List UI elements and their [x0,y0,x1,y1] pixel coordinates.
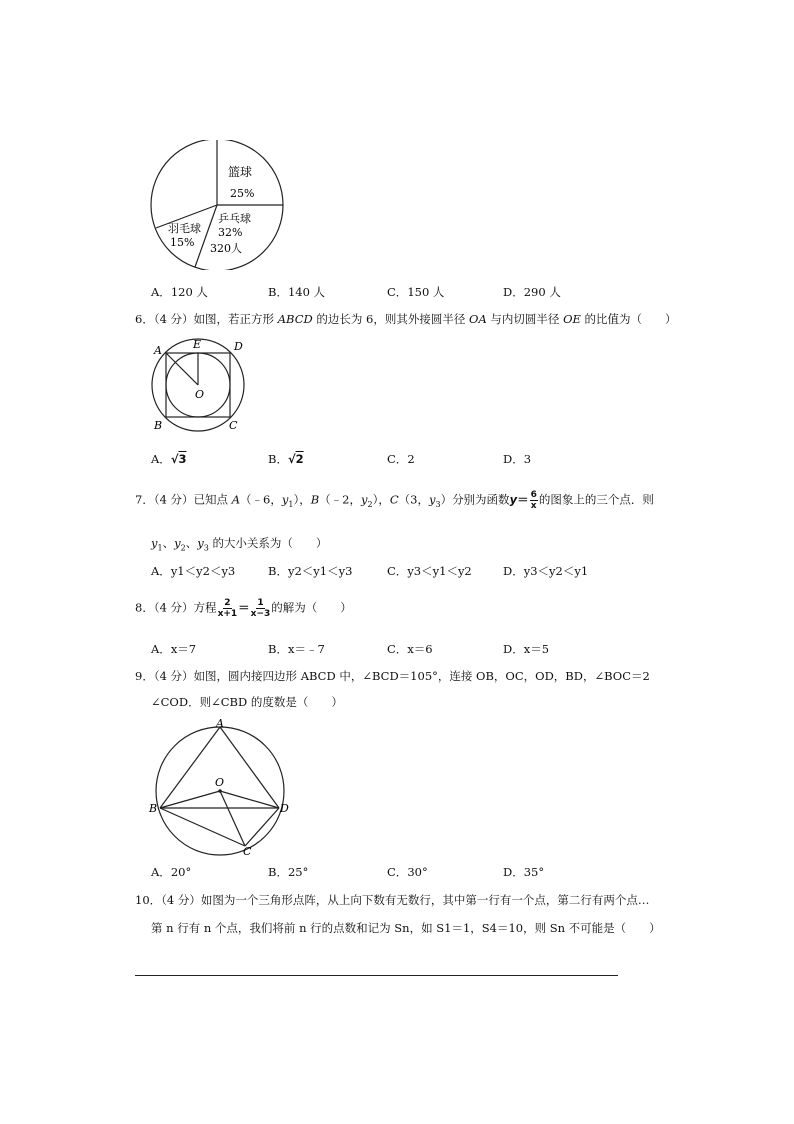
q8-left-fraction: $\frac{2}{x+1}$ [217,598,238,619]
pie-pct-basketball: 25% [230,187,255,200]
q8-option-c[interactable]: C．x＝6 [387,642,433,656]
q9-option-d[interactable]: D．35° [503,865,545,879]
q5-option-c[interactable]: C．150 人 [387,285,445,299]
label-b: B [149,802,158,815]
label-o: O [195,388,205,401]
pie-pct-pingpong: 32% [218,226,243,239]
label-c: C [229,419,238,432]
q9-option-c[interactable]: C．30° [387,865,428,879]
pie-label-basketball: 篮球 [228,165,253,179]
q8-stem: 8．（4 分）方程 $\frac{2}{x+1}$ ＝ $\frac{1}{x-3}$ 的解为（ ） [135,598,352,619]
q9-stem-line2: ∠COD．则∠CBD 的度数是（ ） [151,695,343,709]
q6-option-c[interactable]: C．2 [387,452,415,466]
q9-option-b[interactable]: B．25° [268,865,309,879]
q7-stem-line2: $y_1$、$y_2$、$y_3$ 的大小关系为（ ） [151,536,328,553]
q9-stem-line1: 9．（4 分）如图，圆内接四边形 ABCD 中，∠BCD＝105°，连接 OB，OC，OD，BD，∠BOC＝2 [135,669,650,683]
q7-option-d[interactable]: D．y3＜y2＜y1 [503,564,589,578]
q6-option-a[interactable]: A．√3 [151,452,187,466]
q7-option-b[interactable]: B．y2＜y1＜y3 [268,564,353,578]
segment-oc [220,791,245,846]
pie-chart-figure [148,140,288,270]
footer-rule [135,975,618,976]
label-b: B [154,419,163,432]
q6-stem: 6．（4 分）如图，若正方形 ABCD 的边长为 6，则其外接圆半径 OA 与内切圆半径 OE 的比值为（ ） [135,312,677,326]
segment-ob [160,791,220,808]
q7-stem-line1: 7．（4 分）已知点 A（﹣6，$y_1$），B（﹣2，$y_2$），C（3，$y_3$）分别为函数y＝ $\frac{6}{x}$ 的图象上的三个点．则 [135,490,654,511]
q8-option-d[interactable]: D．x＝5 [503,642,550,656]
label-d: D [280,802,289,815]
segment-od [220,791,279,808]
label-e: E [193,338,202,351]
label-c: C [243,845,252,856]
q8-right-fraction: $\frac{1}{x-3}$ [250,598,271,619]
label-a: A [216,717,224,730]
label-o: O [215,776,225,789]
q7-option-a[interactable]: A．y1＜y2＜y3 [151,564,236,578]
pie-divider-bottom [195,205,217,267]
square-circles-figure [148,336,252,432]
circle-quadrilateral-figure [148,716,298,856]
q9-option-a[interactable]: A．20° [151,865,192,879]
pie-label-badminton: 羽毛球 [168,222,201,235]
q7-function-fraction: $\frac{6}{x}$ [530,490,537,511]
segment-dc [245,808,279,846]
q7-option-c[interactable]: C．y3＜y1＜y2 [387,564,472,578]
pie-label-pingpong: 乒乓球 [218,212,251,225]
label-a: A [154,344,162,357]
q10-stem-line1: 10．（4 分）如图为一个三角形点阵，从上向下数有无数行，其中第一行有一个点，第二行有两个点… [135,893,650,907]
q6-option-b[interactable]: B．√2 [268,452,304,466]
q6-option-d[interactable]: D．3 [503,452,532,466]
label-d: D [234,340,243,353]
q5-option-d[interactable]: D．290 人 [503,285,561,299]
segment-bc [160,808,245,846]
q10-stem-line2: 第 n 行有 n 个点，我们将前 n 行的点数和记为 Sn，如 S1＝1，S4＝10，则 Sn 不可能是（ ） [151,921,661,935]
pie-pct-badminton: 15% [170,236,195,249]
center-point [218,789,222,793]
segment-ab [160,727,220,808]
q8-option-a[interactable]: A．x＝7 [151,642,197,656]
q5-option-b[interactable]: B．140 人 [268,285,326,299]
pie-count-pingpong: 320人 [210,242,242,255]
q8-option-b[interactable]: B．x＝﹣7 [268,642,325,656]
q5-option-a[interactable]: A．120 人 [151,285,208,299]
segment-ad [220,727,279,808]
